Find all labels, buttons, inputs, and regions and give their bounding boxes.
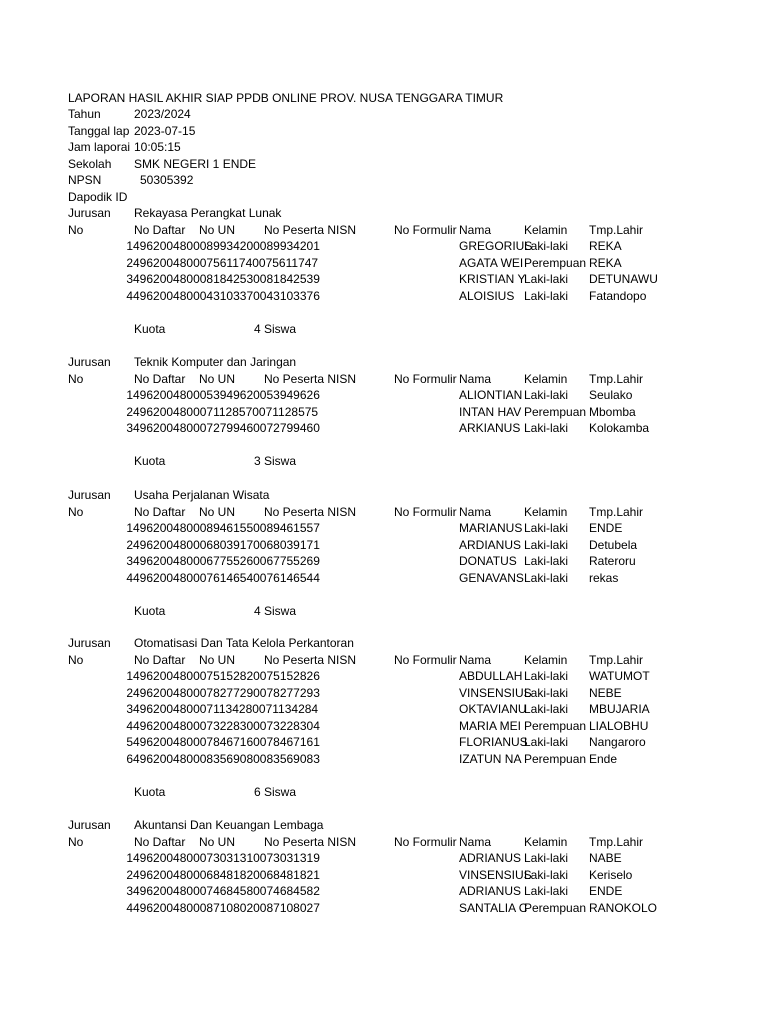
row-id-numbers: 4962004800089461550089461557 [133, 521, 320, 535]
kuota-row [0, 453, 768, 469]
row-tmp-lahir: Nangaroro [589, 735, 646, 749]
sekolah-label: Sekolah [68, 157, 112, 171]
table-row [0, 718, 768, 734]
header-no-un: No UN [199, 834, 236, 849]
row-tmp-lahir: Detubela [589, 537, 638, 552]
row-tmp-lahir: NEBE [589, 685, 622, 700]
kuota-value: 3 Siswa [254, 454, 297, 468]
row-id-numbers: 4962004800043103370043103376 [133, 288, 320, 303]
row-id-numbers: 4962004800073228300073228304 [133, 718, 320, 733]
sekolah-row [0, 156, 768, 172]
row-tmp-lahir: MBUJARIA [589, 702, 650, 716]
header-nama: Nama [459, 652, 492, 667]
row-tmp-lahir: Mbomba [589, 404, 636, 419]
header-no-un: No UN [199, 504, 236, 519]
row-kelamin: Laki-laki [524, 570, 569, 585]
header-nama: Nama [459, 371, 492, 386]
row-no: 1 [126, 521, 133, 535]
sekolah-value: SMK NEGERI 1 ENDE [134, 157, 257, 171]
row-nama: FLORIANUS [459, 735, 528, 749]
row-tmp-lahir: WATUMOT [589, 669, 650, 683]
report-title-row [0, 90, 768, 106]
header-no-un: No UN [199, 222, 236, 237]
row-no: 4 [126, 570, 133, 585]
jam-value: 10:05:15 [134, 140, 181, 154]
row-nama: ARKIANUS [459, 421, 521, 435]
row-kelamin: Perempuan [524, 900, 587, 915]
row-tmp-lahir: RANOKOLO [589, 900, 658, 915]
table-row [0, 570, 768, 586]
header-no-peserta-nisn: No Peserta NISN [264, 652, 357, 667]
header-no-un: No UN [199, 371, 236, 386]
kuota-value: 4 Siswa [254, 321, 297, 336]
header-no-peserta-nisn: No Peserta NISN [264, 222, 357, 237]
header-tmp-lahir: Tmp.Lahir [589, 371, 644, 386]
row-tmp-lahir: REKA [589, 255, 622, 270]
header-no-daftar: No Daftar [134, 504, 186, 519]
table-row [0, 867, 768, 883]
jurusan-row [0, 354, 768, 370]
jurusan-row [0, 635, 768, 651]
row-kelamin: Laki-laki [524, 884, 569, 898]
row-nama: ARDIANUS [459, 537, 522, 552]
row-nama: AGATA WEI [459, 255, 524, 270]
table-header-row [0, 504, 768, 520]
table-row [0, 685, 768, 701]
kuota-label: Kuota [134, 321, 166, 336]
tahun-label: Tahun [68, 107, 101, 121]
row-nama: MARIA MEI [459, 718, 522, 733]
header-kelamin: Kelamin [524, 834, 568, 849]
row-nama: INTAN HAV [459, 404, 522, 419]
row-id-numbers: 4962004800068039170068039171 [133, 537, 320, 552]
kuota-label: Kuota [134, 454, 166, 468]
row-id-numbers: 4962004800074684580074684582 [133, 884, 320, 898]
row-kelamin: Laki-laki [524, 554, 569, 568]
row-nama: DONATUS [459, 554, 517, 568]
row-nama: MARIANUS [459, 521, 523, 535]
row-kelamin: Laki-laki [524, 702, 569, 716]
tahun-row [0, 106, 768, 122]
report-title: LAPORAN HASIL AKHIR SIAP PPDB ONLINE PROV. NUSA TENGGARA TIMUR [68, 91, 504, 105]
header-no-peserta-nisn: No Peserta NISN [264, 834, 357, 849]
row-kelamin: Laki-laki [524, 521, 569, 535]
header-nama: Nama [459, 834, 492, 849]
row-id-numbers: 4962004800075152820075152826 [133, 669, 320, 683]
header-tmp-lahir: Tmp.Lahir [589, 222, 644, 237]
jam-label: Jam laporai [68, 140, 131, 154]
jurusan-label: Jurusan [68, 818, 111, 832]
jurusan-name: Teknik Komputer dan Jaringan [134, 355, 297, 369]
table-row [0, 387, 768, 403]
table-row [0, 900, 768, 916]
tahun-value: 2023/2024 [134, 107, 191, 121]
table-header-row [0, 371, 768, 387]
row-kelamin: Laki-laki [524, 735, 569, 749]
table-header-row [0, 652, 768, 668]
dapodik-label: Dapodik ID [68, 190, 128, 204]
table-row [0, 255, 768, 271]
table-row [0, 701, 768, 717]
row-id-numbers: 4962004800089934200089934201 [133, 239, 320, 253]
row-id-numbers: 4962004800067755260067755269 [133, 554, 320, 568]
row-no: 2 [126, 685, 133, 700]
row-id-numbers: 4962004800078277290078277293 [133, 685, 320, 700]
row-tmp-lahir: Kolokamba [589, 421, 650, 435]
row-nama: ADRIANUS [459, 851, 522, 865]
header-no: No [68, 652, 84, 667]
header-no-formulir: No Formulir [394, 371, 457, 386]
jurusan-label: Jurusan [68, 488, 111, 502]
npsn-value: 50305392 [140, 173, 194, 187]
row-nama: OKTAVIANU [459, 702, 527, 716]
header-no-daftar: No Daftar [134, 222, 186, 237]
row-kelamin: Laki-laki [524, 239, 569, 253]
row-id-numbers: 4962004800083569080083569083 [133, 751, 320, 766]
header-no-daftar: No Daftar [134, 834, 186, 849]
row-id-numbers: 4962004800053949620053949626 [133, 388, 320, 402]
row-no: 1 [126, 239, 133, 253]
dapodik-row [0, 189, 768, 205]
table-header-row [0, 222, 768, 238]
row-kelamin: Laki-laki [524, 685, 569, 700]
jurusan-label: Jurusan [68, 355, 111, 369]
header-no: No [68, 371, 84, 386]
header-kelamin: Kelamin [524, 371, 568, 386]
header-tmp-lahir: Tmp.Lahir [589, 834, 644, 849]
row-tmp-lahir: LIALOBHU [589, 718, 649, 733]
row-id-numbers: 4962004800081842530081842539 [133, 272, 320, 286]
jurusan-row [0, 205, 768, 221]
header-nama: Nama [459, 222, 492, 237]
jurusan-row [0, 487, 768, 503]
row-tmp-lahir: Ende [589, 751, 618, 766]
table-header-row [0, 834, 768, 850]
row-id-numbers: 4962004800087108020087108027 [133, 900, 320, 915]
row-kelamin: Laki-laki [524, 867, 569, 882]
header-no-formulir: No Formulir [394, 834, 457, 849]
row-kelamin: Laki-laki [524, 851, 569, 865]
row-nama: VINSENSIUS [459, 685, 532, 700]
row-kelamin: Laki-laki [524, 388, 569, 402]
header-no-daftar: No Daftar [134, 652, 186, 667]
tanggal-label: Tanggal lap [68, 124, 130, 138]
header-no-un: No UN [199, 652, 236, 667]
row-id-numbers: 4962004800071128570071128575 [133, 404, 319, 419]
row-id-numbers: 4962004800073031310073031319 [133, 851, 320, 865]
kuota-row [0, 784, 768, 800]
kuota-row [0, 603, 768, 619]
row-no: 4 [126, 900, 133, 915]
table-row [0, 271, 768, 287]
table-row [0, 288, 768, 304]
row-tmp-lahir: Seulako [589, 388, 633, 402]
table-row [0, 751, 768, 767]
header-no: No [68, 222, 84, 237]
header-no: No [68, 834, 84, 849]
row-no: 3 [126, 421, 133, 435]
row-tmp-lahir: Keriselo [589, 867, 633, 882]
header-kelamin: Kelamin [524, 652, 568, 667]
row-no: 1 [126, 851, 133, 865]
header-no-daftar: No Daftar [134, 371, 186, 386]
table-row [0, 734, 768, 750]
jurusan-name: Usaha Perjalanan Wisata [134, 488, 270, 502]
row-kelamin: Laki-laki [524, 272, 569, 286]
row-tmp-lahir: rekas [589, 570, 619, 585]
row-nama: ADRIANUS [459, 884, 522, 898]
row-no: 6 [126, 751, 133, 766]
header-no-peserta-nisn: No Peserta NISN [264, 371, 357, 386]
table-row [0, 420, 768, 436]
kuota-label: Kuota [134, 603, 166, 618]
row-tmp-lahir: REKA [589, 239, 622, 253]
row-nama: VINSENSIUS [459, 867, 532, 882]
row-kelamin: Perempuan [524, 718, 587, 733]
row-no: 2 [126, 537, 133, 552]
row-kelamin: Laki-laki [524, 537, 569, 552]
jam-row [0, 139, 768, 155]
table-row [0, 537, 768, 553]
row-nama: IZATUN NA [459, 751, 522, 766]
row-tmp-lahir: NABE [589, 851, 622, 865]
row-kelamin: Laki-laki [524, 669, 569, 683]
row-kelamin: Perempuan [524, 404, 587, 419]
kuota-value: 4 Siswa [254, 603, 297, 618]
table-row [0, 404, 768, 420]
row-kelamin: Laki-laki [524, 288, 569, 303]
kuota-label: Kuota [134, 784, 166, 799]
row-nama: ABDULLAH [459, 669, 523, 683]
row-no: 1 [126, 669, 133, 683]
jurusan-name: Akuntansi Dan Keuangan Lembaga [134, 818, 324, 832]
row-id-numbers: 4962004800068481820068481821 [133, 867, 320, 882]
row-no: 5 [126, 735, 133, 749]
table-row [0, 553, 768, 569]
row-nama: GENAVANS [459, 570, 524, 585]
row-no: 3 [126, 554, 133, 568]
header-kelamin: Kelamin [524, 222, 568, 237]
header-nama: Nama [459, 504, 492, 519]
jurusan-name: Otomatisasi Dan Tata Kelola Perkantoran [134, 636, 354, 650]
kuota-row [0, 321, 768, 337]
row-nama: ALOISIUS [459, 288, 515, 303]
row-nama: SANTALIA C [459, 900, 528, 915]
row-no: 4 [126, 718, 133, 733]
row-tmp-lahir: Fatandopo [589, 288, 647, 303]
row-no: 3 [126, 884, 133, 898]
row-id-numbers: 4962004800071134280071134284 [133, 702, 319, 716]
row-tmp-lahir: DETUNAWU [589, 272, 658, 286]
row-no: 2 [126, 404, 133, 419]
row-no: 4 [126, 288, 133, 303]
tanggal-row [0, 123, 768, 139]
header-kelamin: Kelamin [524, 504, 568, 519]
jurusan-name: Rekayasa Perangkat Lunak [134, 206, 282, 220]
header-no-formulir: No Formulir [394, 652, 457, 667]
npsn-row [0, 172, 768, 188]
row-kelamin: Laki-laki [524, 421, 569, 435]
jurusan-label: Jurusan [68, 206, 111, 220]
row-no: 2 [126, 867, 133, 882]
jurusan-label: Jurusan [68, 636, 111, 650]
row-no: 3 [126, 272, 133, 286]
tanggal-value: 2023-07-15 [134, 124, 196, 138]
table-row [0, 238, 768, 254]
header-no-formulir: No Formulir [394, 222, 457, 237]
row-nama: GREGORIUS [459, 239, 533, 253]
jurusan-row [0, 817, 768, 833]
row-id-numbers: 4962004800072799460072799460 [133, 421, 320, 435]
npsn-label: NPSN [68, 173, 102, 187]
row-tmp-lahir: ENDE [589, 884, 623, 898]
header-no-formulir: No Formulir [394, 504, 457, 519]
header-no: No [68, 504, 84, 519]
kuota-value: 6 Siswa [254, 784, 297, 799]
table-row [0, 883, 768, 899]
table-row [0, 520, 768, 536]
row-kelamin: Perempuan [524, 255, 587, 270]
row-nama: ALIONTIAN [459, 388, 523, 402]
row-tmp-lahir: Rateroru [589, 554, 636, 568]
header-tmp-lahir: Tmp.Lahir [589, 652, 644, 667]
table-row [0, 668, 768, 684]
row-no: 1 [126, 388, 133, 402]
row-no: 3 [126, 702, 133, 716]
row-kelamin: Perempuan [524, 751, 587, 766]
header-no-peserta-nisn: No Peserta NISN [264, 504, 357, 519]
row-id-numbers: 4962004800076146540076146544 [133, 570, 320, 585]
header-tmp-lahir: Tmp.Lahir [589, 504, 644, 519]
row-no: 2 [126, 255, 133, 270]
table-row [0, 850, 768, 866]
row-id-numbers: 4962004800078467160078467161 [133, 735, 320, 749]
row-tmp-lahir: ENDE [589, 521, 623, 535]
row-id-numbers: 4962004800075611740075611747 [133, 255, 319, 270]
row-nama: KRISTIAN Y [459, 272, 526, 286]
